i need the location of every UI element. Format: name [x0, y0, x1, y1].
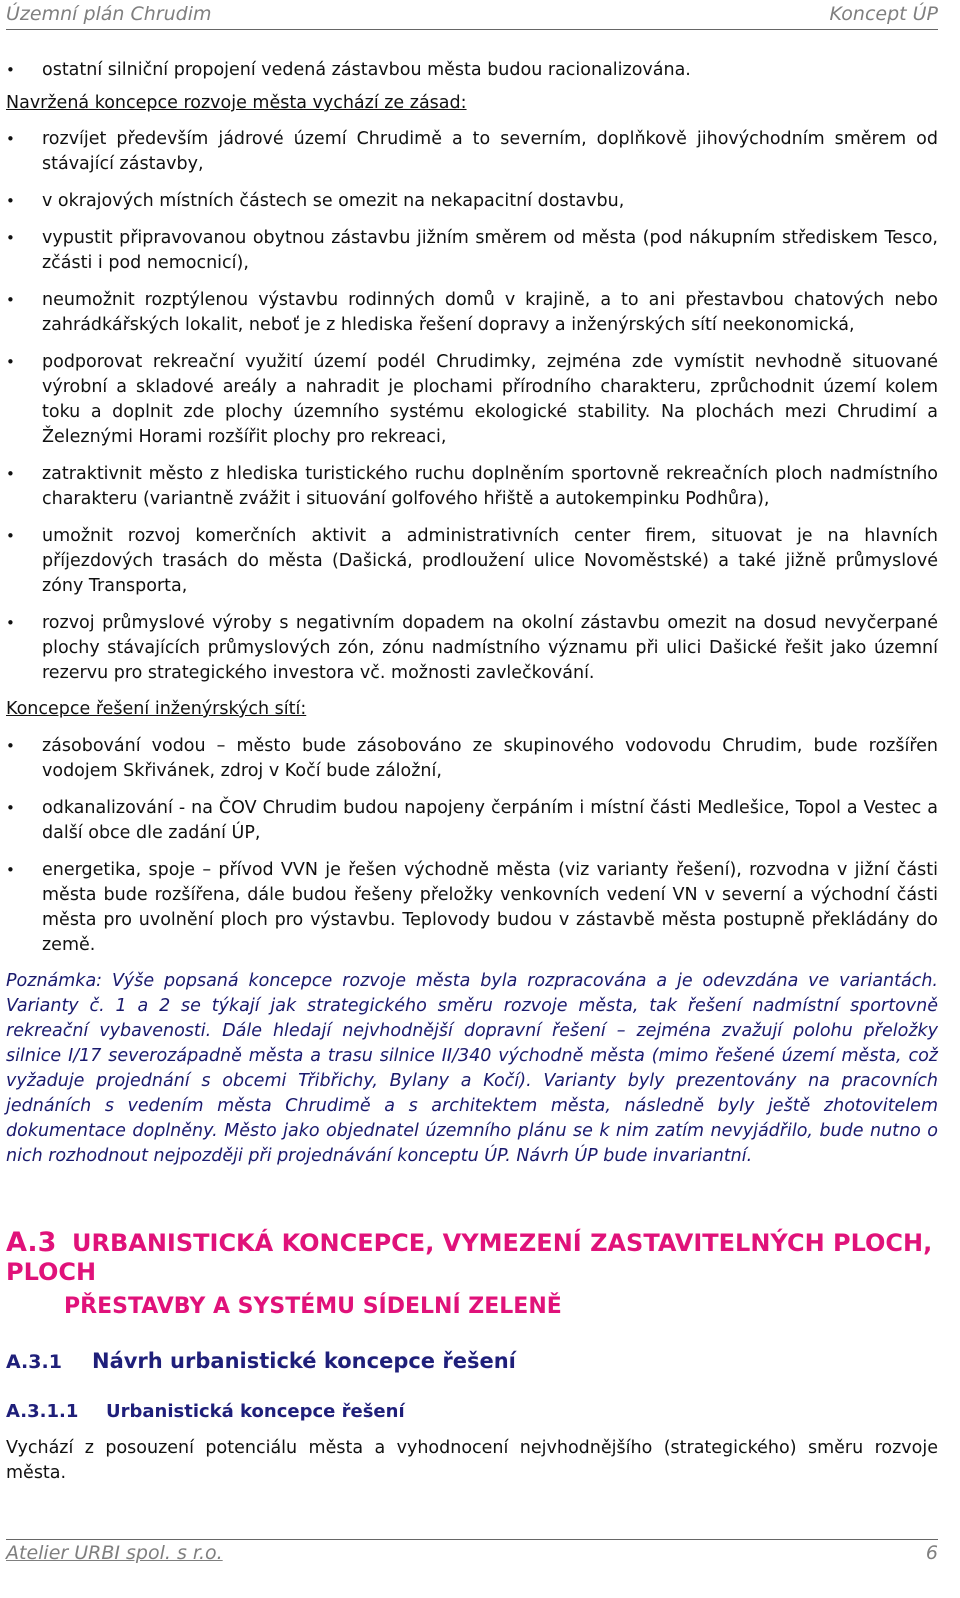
subsubsection-heading-a311 [6, 1401, 938, 1422]
bullet-list-traffic [6, 58, 938, 83]
list-item: • zásobování vodou – město bude zásobováno ze skupinového vodovodu Chrudim, bude rozšířen vodojem Skřivánek, zdroj v Kočí bude záložní, [6, 734, 938, 784]
note-paragraph: Poznámka: Výše popsaná koncepce rozvoje města byla rozpracována a je odevzdána ve variantách. Varianty č. 1 a 2 se týkají jak strategického směru rozvoje města, tak řešení nadmístní sportovně rekreační vybavenosti. Dále hledají nejvhodnější dopravní řešení – zejména zvažují polohu přeložky silnice I/17 severozápadně města a trasu silnice II/340 východně města (mimo řešené území města, což vyžaduje projednání s obcemi Třibřichy, Bylany a Kočí). Varianty byly prezentovány na pracovních jednáních s vedením města Chrudimě a s architektem města, následně byly ještě zhotovitelem dokumentace doplněny. Město jako objednatel územního plánu se k nim zatím nevyjádřilo, bude nutno o nich rozhodnout nejpozději při projednávání konceptu ÚP. Návrh ÚP bude invariantní. [6, 971, 938, 1166]
subsection-heading-a31 [6, 1349, 938, 1373]
header-section-title: Koncept ÚP [829, 3, 938, 25]
list-item: • v okrajových místních částech se omezit na nekapacitní dostavbu, [6, 189, 938, 214]
subsection-number: A.3.1 [6, 1351, 62, 1373]
list-item: • zatraktivnit město z hlediska turistického ruchu doplněním sportovně rekreačních ploch nadmístního charakteru (variantně zvážit i situování golfového hřiště a autokempinku Podhůra), [6, 462, 938, 512]
list-item: • rozvíjet především jádrové území Chrudimě a to severním, doplňkově jihovýchodním směrem od stávající zástavby, [6, 127, 938, 177]
list-item: • energetika, spoje – přívod VVN je řešen východně města (viz varianty řešení), rozvodna v jižní části města bude rozšířena, dále budou řešeny přeložky venkovních vedení VN v severní a východní části města pro uvolnění ploch pro výstavbu. Teplovody budou v zástavbě města postupně překládány do země. [6, 858, 938, 958]
page-content [6, 58, 938, 1486]
list-item: • ostatní silniční propojení vedená zástavbou města budou racionalizována. [6, 58, 938, 83]
header-document-title: Územní plán Chrudim [6, 3, 212, 25]
section-title-line1: URBANISTICKÁ KONCEPCE, VYMEZENÍ ZASTAVITELNÝCH PLOCH, PLOCH [6, 1229, 933, 1286]
footer-company: Atelier URBI spol. s r.o. [6, 1542, 223, 1564]
list-item: • odkanalizování - na ČOV Chrudim budou napojeny čerpáním i místní části Medlešice, Topol a Vestec a další obce dle zadání ÚP, [6, 796, 938, 846]
footer-page-number: 6 [925, 1542, 938, 1564]
list-item: • umožnit rozvoj komerčních aktivit a administrativních center firem, situovat je na hlavních příjezdových trasách do města (Dašická, prodloužení ulice Novoměstské) a také jižně průmyslové zóny Transporta, [6, 524, 938, 599]
list-item: • rozvoj průmyslové výroby s negativním dopadem na okolní zástavbu omezit na dosud nevyčerpané plochy stávajících průmyslových zón, zónu nadmístního významu při ulici Dašické řešit jako územní rezervu pro strategického investora vč. možnosti zavlečkování. [6, 611, 938, 686]
paragraph-concept-intro: Navržená koncepce rozvoje města vychází ze zásad: [6, 93, 467, 113]
paragraph-final: Vychází z posouzení potenciálu města a vyhodnocení nejvhodnějšího (strategického) směru rozvoje města. [6, 1438, 938, 1483]
page-footer [6, 1539, 938, 1570]
subsection-title: Návrh urbanistické koncepce řešení [92, 1349, 516, 1373]
list-item: • neumožnit rozptýlenou výstavbu rodinných domů v krajině, a to ani přestavbou chatových nebo zahrádkářských lokalit, neboť je z hlediska řešení dopravy a inženýrských sítí neekonomická, [6, 288, 938, 338]
list-item: • podporovat rekreační využití území podél Chrudimky, zejména zde vymístit nevhodně situované výrobní a skladové areály a nahradit je plochami přírodního charakteru, zprůchodnit území kolem toku a doplnit zde plochy územního systému ekologické stability. Na plochách mezi Chrudimí a Železnými Horami rozšířit plochy pro rekreaci, [6, 350, 938, 450]
section-heading-a3 [6, 1227, 938, 1319]
subsubsection-number: A.3.1.1 [6, 1401, 79, 1422]
list-item: • vypustit připravovanou obytnou zástavbu jižním směrem od města (pod nákupním střediskem Tesco, zčásti i pod nemocnicí), [6, 226, 938, 276]
page-header [6, 3, 938, 30]
paragraph-utilities-intro: Koncepce řešení inženýrských sítí: [6, 699, 307, 719]
section-number: A.3 [6, 1227, 57, 1258]
bullet-list-utilities [6, 734, 938, 958]
section-title-line2: PŘESTAVBY A SYSTÉMU SÍDELNÍ ZELENĚ [64, 1294, 562, 1319]
bullet-list-principles [6, 127, 938, 686]
subsubsection-title: Urbanistická koncepce řešení [106, 1401, 405, 1422]
